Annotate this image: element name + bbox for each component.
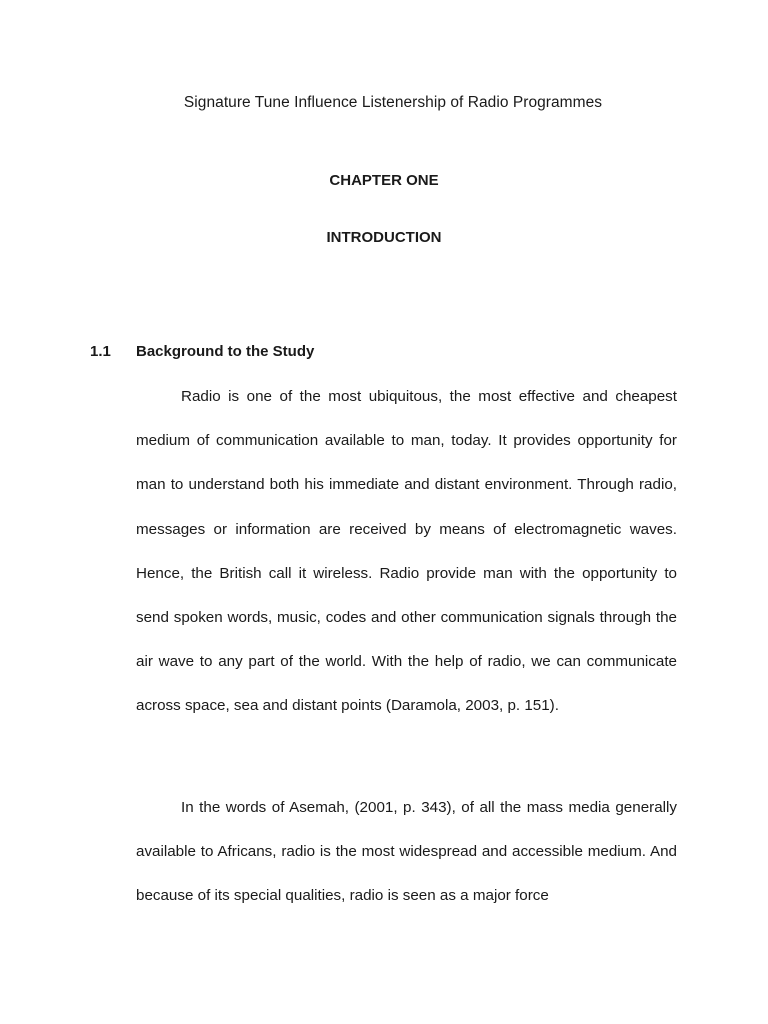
chapter-heading: CHAPTER ONE	[329, 172, 439, 189]
section-number: 1.1	[90, 343, 111, 360]
paragraph-2-text: In the words of Asemah, (2001, p. 343), of all the mass media generally available to Africans, radio is the most widespread and accessible medium. And because of its special qualities, radio is seen as a major force	[136, 799, 677, 905]
paragraph-1-text: Radio is one of the most ubiquitous, the most effective and cheapest medium of communication available to man, today. It provides opportunity for man to understand both his immediate and distant environment. Through radio, messages or information are received by means of electromagnetic waves. Hence, the British call it wireless. Radio provide man with the opportunity to send spoken words, music, codes and other communication signals through the air wave to any part of the world. With the help of radio, we can communicate across space, sea and distant points (Daramola, 2003, p. 151).	[136, 388, 677, 715]
paragraph-2	[136, 786, 677, 919]
introduction-heading: INTRODUCTION	[326, 229, 442, 246]
paragraph-1	[136, 375, 677, 729]
document-title: Signature Tune Influence Listenership of Radio Programmes	[183, 94, 603, 111]
section-title: Background to the Study	[136, 343, 315, 360]
